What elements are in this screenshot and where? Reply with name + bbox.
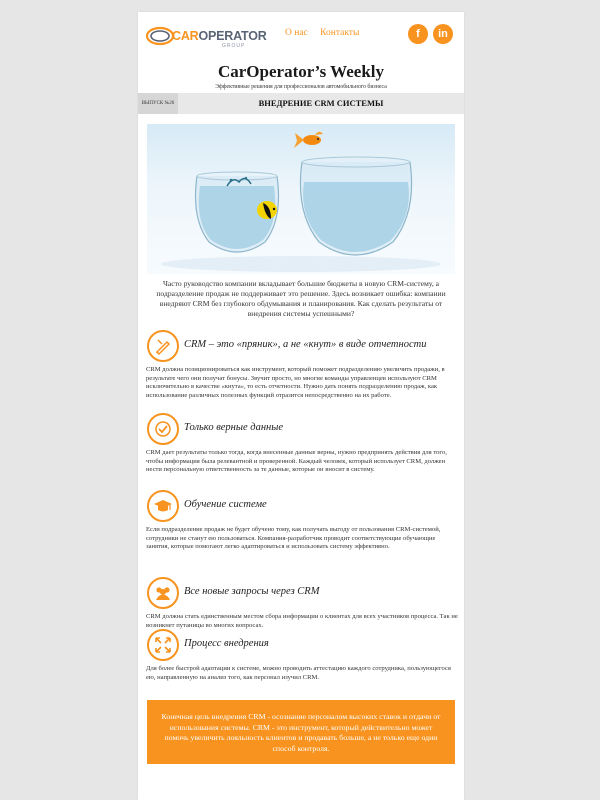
pencil-ruler-icon bbox=[147, 330, 179, 362]
social-links bbox=[408, 24, 458, 44]
issue-number: ВЫПУСК №26 bbox=[138, 93, 178, 114]
facebook-icon[interactable]: f bbox=[408, 24, 428, 44]
section-header bbox=[146, 330, 458, 362]
linkedin-icon[interactable]: in bbox=[433, 24, 453, 44]
top-nav bbox=[285, 28, 369, 38]
section-title: Только верные данные bbox=[184, 422, 284, 433]
logo-wordmark bbox=[172, 29, 267, 43]
newsletter-title: CarOperator’s Weekly bbox=[217, 62, 385, 81]
section-header bbox=[146, 413, 458, 445]
company-logo[interactable] bbox=[146, 25, 267, 53]
section-title: CRM – это «пряник», а не «кнут» в виде отчетности bbox=[184, 339, 427, 350]
section-title: Обучение системе bbox=[184, 499, 267, 510]
issue-bar bbox=[138, 93, 464, 114]
newsletter-sheet bbox=[138, 12, 464, 800]
nav-link-about[interactable]: О нас bbox=[285, 28, 308, 38]
section-body: CRM должна стать единственным местом сбора информации о клиентах для всех участников процесса. Так не возникнет путаницы во многих вопросах. bbox=[146, 613, 458, 629]
section-body: Если подразделение продаж не будет обучено тому, как получать выгоду от пользования CRM-системой, сотрудники не станут ею пользоваться. Компания-разработчик проводит соответствующие обучающие занятия, которые помогают легко адаптироваться и использовать систему эффективно. bbox=[146, 526, 441, 551]
fish-bowls-illustration bbox=[147, 124, 455, 274]
section-header bbox=[146, 577, 458, 609]
section-crm-carrot bbox=[146, 330, 458, 400]
logo-subtext: GROUP bbox=[222, 43, 246, 49]
header bbox=[138, 12, 464, 60]
section-body: CRM должна позиционироваться как инструмент, который поможет подразделению увеличить продажи, в результате чего они получат бонусы. Звучит просто, но многие команды управленцев используют CRM исключительно в качестве «кнута», то есть отчетности. Нужно дать понять подразделению продаж, как использование различных полезных функций отразится непосредственно на их работе. bbox=[146, 366, 445, 399]
section-header bbox=[146, 629, 458, 661]
section-correct-data bbox=[146, 413, 458, 475]
nav-link-contacts[interactable]: Контакты bbox=[320, 28, 360, 38]
people-icon bbox=[147, 577, 179, 609]
graduation-cap-icon bbox=[147, 490, 179, 522]
section-implementation bbox=[146, 629, 458, 682]
intro-paragraph: Часто руководство компании вкладывает большие бюджеты в новую CRM-систему, а подразделение продаж не поддерживает это решение. Здесь возникает ошибка: компании внедряют CRM без глубокого обдумывания и планирования. Как сделать результаты от внедрения системы успешными? bbox=[156, 279, 446, 318]
section-title: Процесс внедрения bbox=[184, 638, 269, 649]
section-body: CRM дает результаты только тогда, когда внесенные данные верны, нужно предпринять действия для того, чтобы информация была релевантной и проверенной. Каждый человек, который использует CRM, должен нести персональную ответственность за те данные, которые он вносит в систему. bbox=[146, 449, 447, 474]
logo-accent-text: CAR bbox=[172, 29, 199, 43]
hero-image bbox=[147, 124, 455, 274]
masthead bbox=[138, 62, 464, 94]
conclusion-banner: Конечная цель внедрения CRM - осознание персоналом высоких ставок и отдачи от использования системы. CRM - это инструмент, который действительно может помочь увеличить лояльность клиентов и продавать больше, а не только еще один способ контроля. bbox=[147, 700, 455, 764]
section-new-requests bbox=[146, 577, 458, 630]
newsletter-subtitle: Эффективные решения для профессионалов автомобильного бизнеса bbox=[215, 84, 387, 90]
section-training bbox=[146, 490, 458, 552]
section-header bbox=[146, 490, 458, 522]
expand-arrows-icon bbox=[147, 629, 179, 661]
section-title: Все новые запросы через CRM bbox=[184, 586, 320, 597]
logo-main-text: OPERATOR bbox=[198, 29, 267, 43]
issue-title: ВНЕДРЕНИЕ CRM СИСТЕМЫ bbox=[258, 98, 384, 108]
section-body: Для более быстрой адаптации к системе, можно проводить аттестацию каждого сотрудника, пользующегося ею, направленную на анализ того, как персонал изучил CRM. bbox=[146, 665, 451, 681]
checkmark-icon bbox=[147, 413, 179, 445]
